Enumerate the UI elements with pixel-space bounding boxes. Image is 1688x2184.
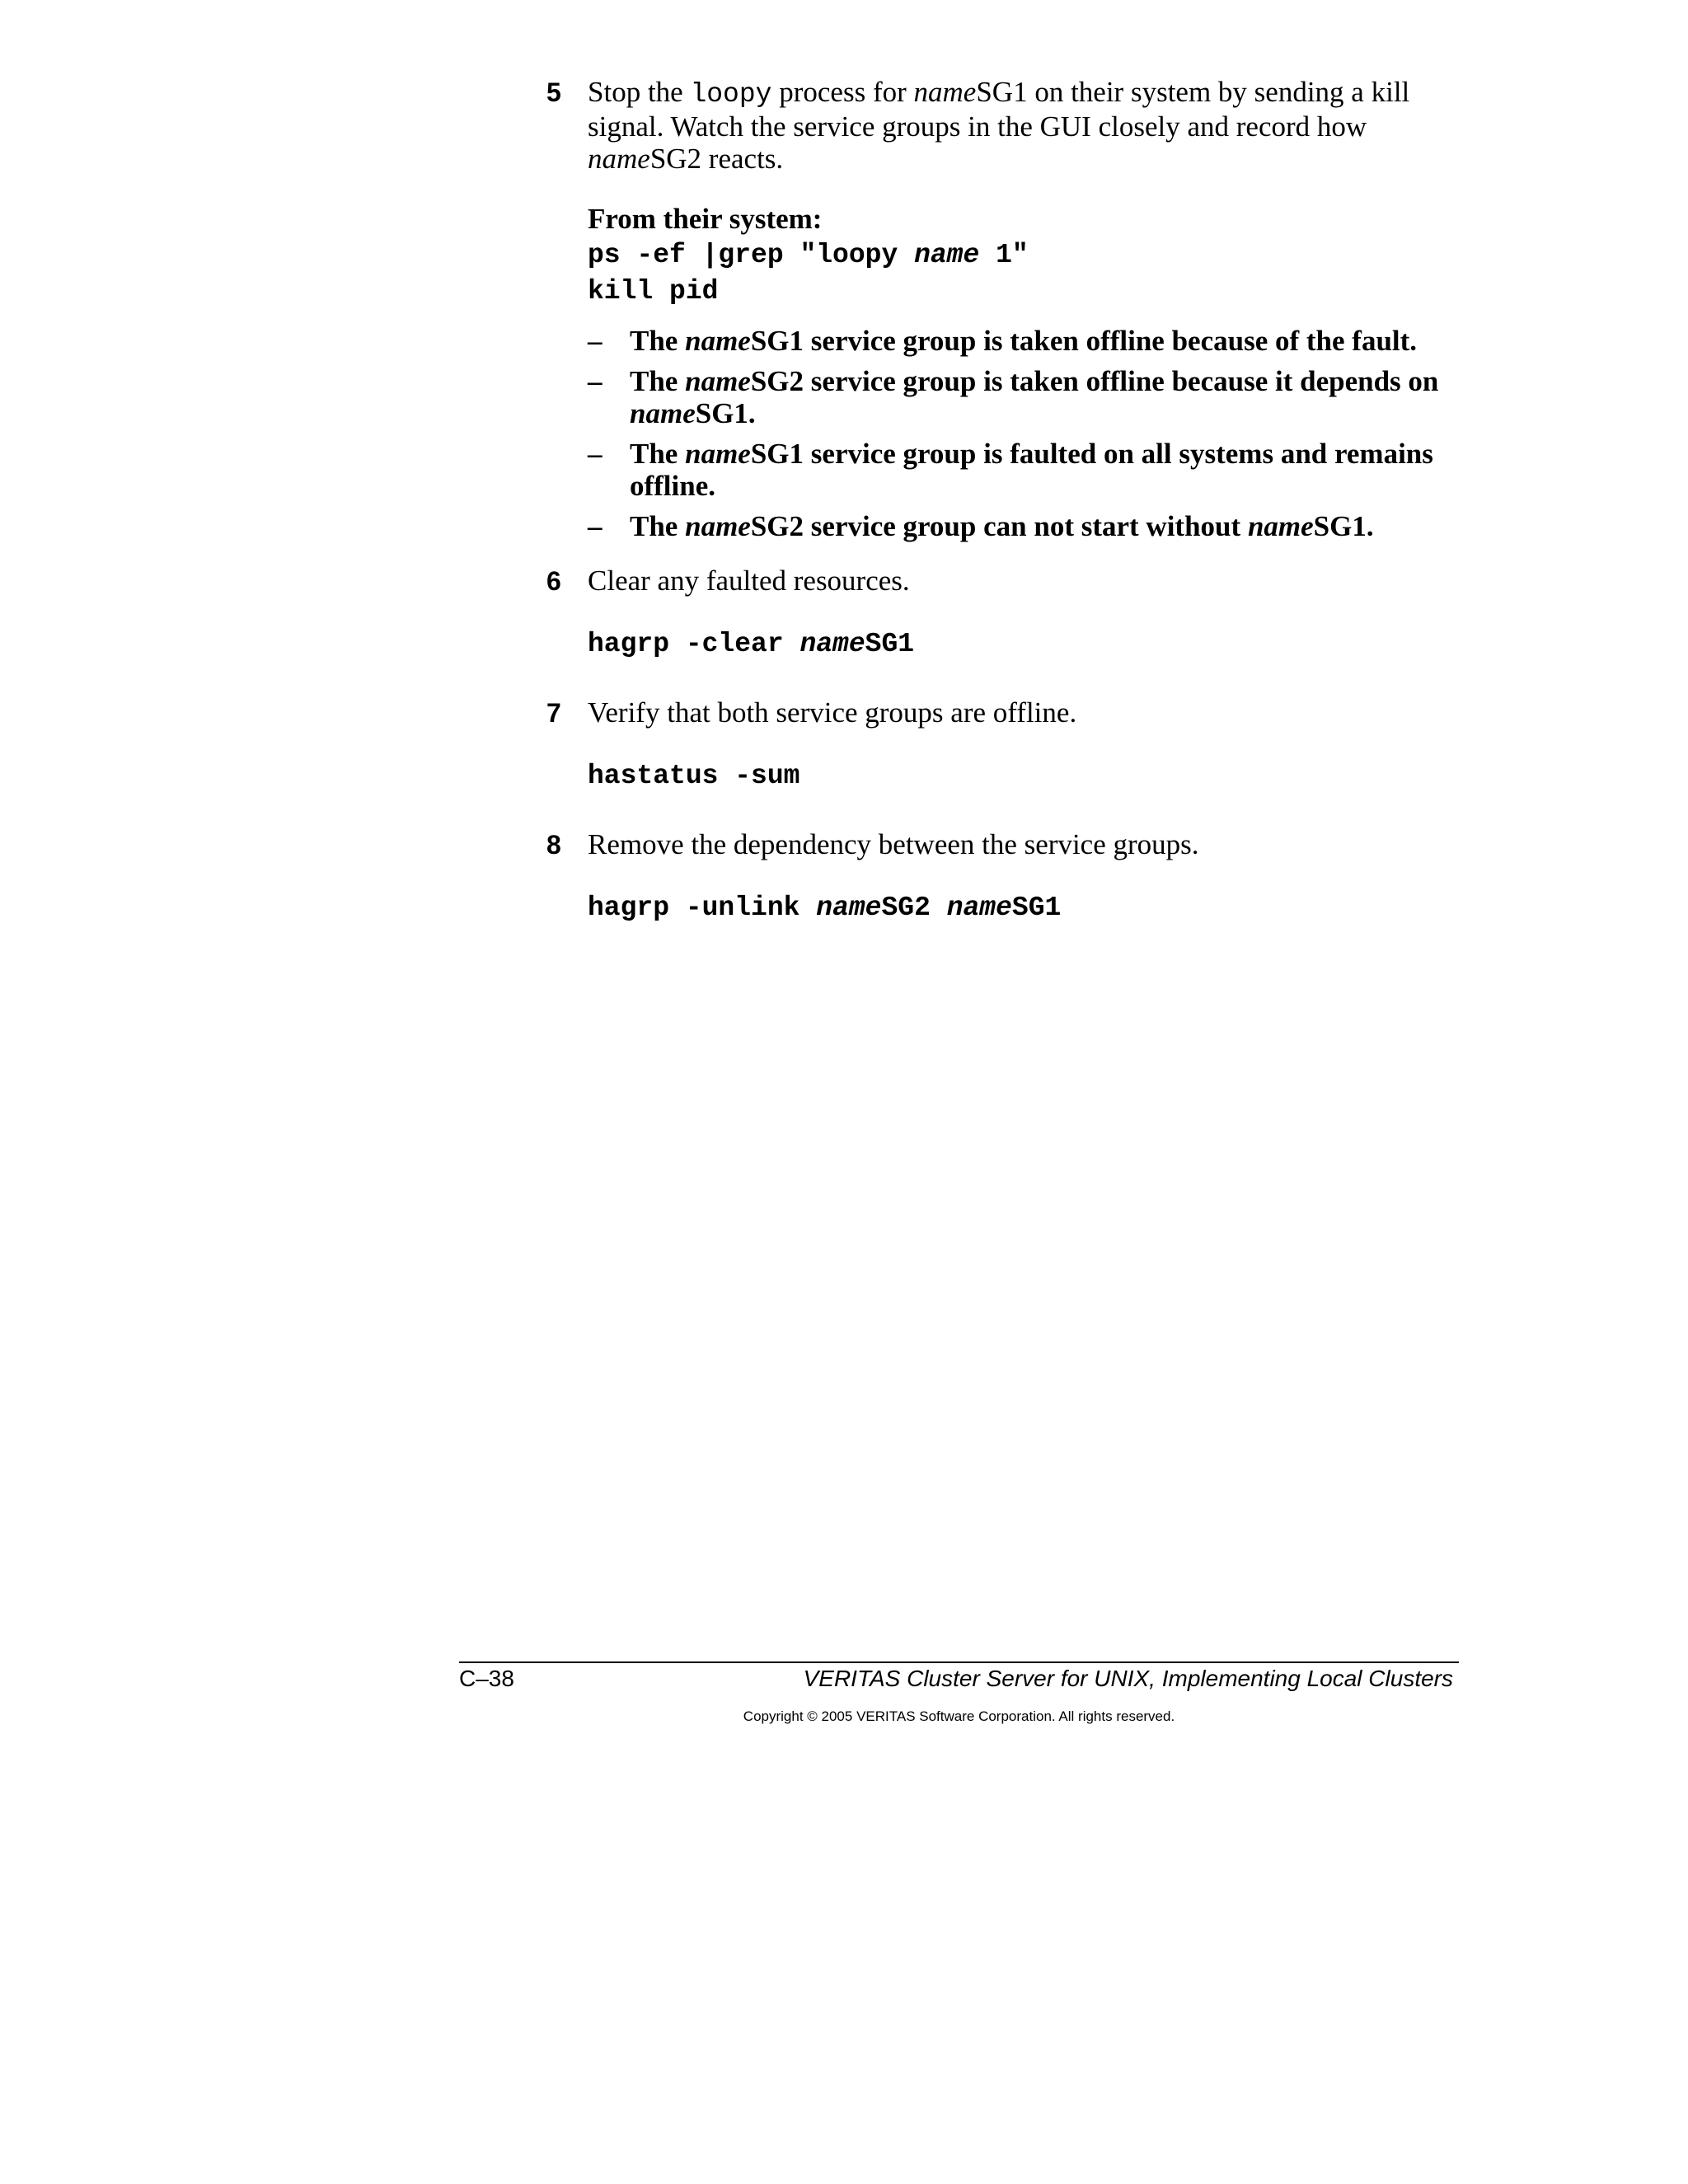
- step-instruction: Clear any faulted resources.: [588, 565, 910, 597]
- step-number: 6: [546, 566, 561, 596]
- code-text: SG1: [1011, 893, 1062, 923]
- italic-placeholder: name: [685, 510, 751, 542]
- italic-placeholder: name: [685, 438, 751, 470]
- code-line: [588, 626, 1470, 663]
- subheading: From their system:: [588, 203, 823, 235]
- italic-placeholder: name: [685, 325, 751, 357]
- result-list: [588, 325, 1470, 542]
- code-block: [588, 237, 1470, 310]
- dash-marker: –: [588, 438, 603, 470]
- list-item: [588, 438, 1470, 502]
- code-text: hagrp -unlink: [588, 893, 817, 923]
- code-line: hastatus -sum: [588, 761, 800, 791]
- text-run: SG1 service group is taken offline because of the fault.: [750, 325, 1418, 357]
- code-text: hagrp -clear: [588, 629, 800, 659]
- text-run: SG2 reacts.: [649, 143, 784, 175]
- text-run: Stop the: [588, 76, 691, 108]
- text-run: SG2 service group is taken offline because it depends on: [750, 365, 1439, 397]
- text-run: SG2 service group can not start without: [750, 510, 1248, 542]
- page-number: C–38: [459, 1666, 514, 1691]
- step-body: [588, 696, 1470, 794]
- step-body: [588, 76, 1470, 551]
- code-line: [588, 237, 1470, 274]
- code-placeholder: name: [816, 893, 882, 923]
- list-item: [588, 365, 1470, 429]
- step-body: [588, 828, 1470, 926]
- step-instruction: Remove the dependency between the service groups.: [588, 828, 1199, 860]
- italic-placeholder: name: [685, 365, 751, 397]
- text-run: The: [630, 365, 686, 397]
- code-placeholder: name: [946, 893, 1012, 923]
- list-item: [588, 510, 1470, 542]
- code-line: kill pid: [588, 276, 719, 307]
- text-run: SG1.: [1313, 510, 1374, 542]
- step-number: 8: [546, 830, 561, 860]
- italic-placeholder: name: [913, 76, 977, 108]
- code-line: [588, 890, 1470, 926]
- text-run: The: [630, 510, 686, 542]
- code-text: SG2: [881, 893, 947, 923]
- italic-placeholder: name: [630, 397, 696, 429]
- text-run: SG1.: [695, 397, 756, 429]
- code-placeholder: name: [914, 240, 980, 270]
- code-placeholder: name: [799, 629, 865, 659]
- step-instruction: [588, 76, 1470, 175]
- list-item: [588, 325, 1470, 357]
- inline-code: loopy: [690, 79, 772, 110]
- text-run: SG1 service group is faulted on all systems and remains offline.: [630, 438, 1433, 502]
- text-run: The: [630, 438, 686, 470]
- dash-marker: –: [588, 365, 603, 397]
- code-text: SG1: [865, 629, 915, 659]
- step-number: 7: [546, 698, 561, 728]
- text-run: SG1 on their system by sending a kill signal. Watch the service groups in the GUI closely and record how: [588, 76, 1410, 143]
- code-text: ps -ef |grep "loopy: [588, 240, 915, 270]
- italic-placeholder: name: [1247, 510, 1314, 542]
- step-instruction: Verify that both service groups are offline.: [588, 696, 1077, 729]
- step-number: 5: [546, 77, 561, 107]
- footer-divider: [459, 1661, 1459, 1663]
- text-run: The: [630, 325, 686, 357]
- text-run: process for: [771, 76, 914, 108]
- code-text: 1": [979, 240, 1029, 270]
- dash-marker: –: [588, 325, 603, 357]
- document-title: VERITAS Cluster Server for UNIX, Implementing Local Clusters: [803, 1666, 1453, 1691]
- step-body: [588, 565, 1470, 663]
- dash-marker: –: [588, 510, 603, 542]
- copyright-notice: Copyright © 2005 VERITAS Software Corporation. All rights reserved.: [743, 1708, 1175, 1724]
- italic-placeholder: name: [588, 143, 650, 175]
